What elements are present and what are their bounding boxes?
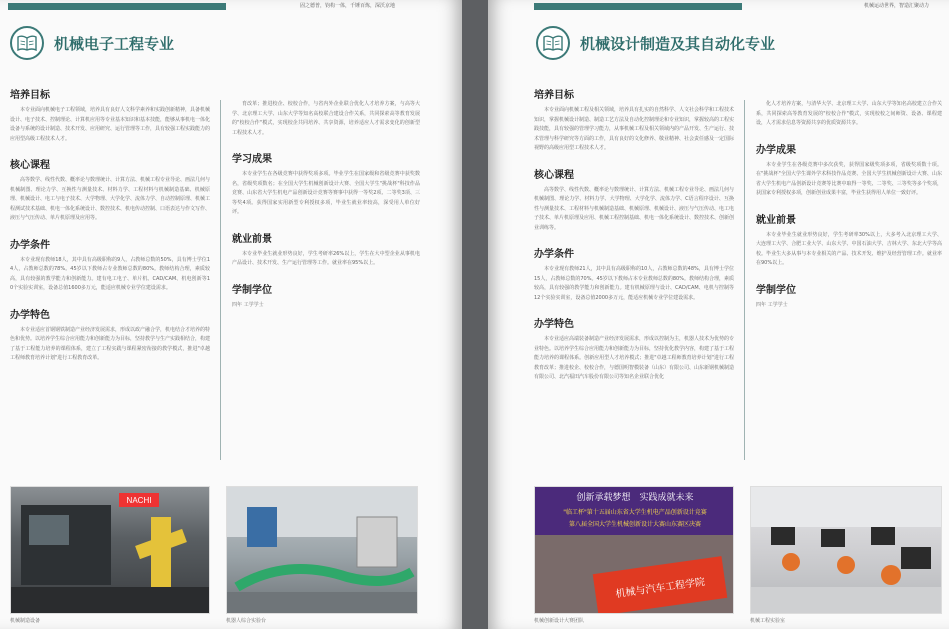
section-text: 本专业毕业生就业形势良好，学生考研率26%以上，学生在大中型企业从事机电产品设计、技术开发、生产运行管理等工作。就业率在95%以上。 [232,250,420,266]
section [10,156,210,224]
page-header-note: 固之德普，钧构一体，千锤百炼，深沃京地 [300,3,396,9]
right-column-b [756,100,942,322]
competition-team-photo [534,486,734,614]
computer-lab-photo [750,486,942,614]
section-text: 本专业现有教师18人，其中具有高级职称的9人，占教师总数的50%，具有博士学位14人，占教师总数的78%。45岁以下教师占专业教师总数的80%。教师结构合理，素质较高，具有较强的教学能力和创新能力。建有电工电子、单片机、CAD/CAM、机电创新等10个实验实训室，设备总值1600多万元，能适应机械专业学位建设需求。 [10,256,210,291]
banner-line-3: 第八届全国大学生机械创新设计大赛山东赛区决赛 [568,521,702,528]
flag-text: 机械与汽车工程学院 [615,576,706,601]
right-page [488,0,949,629]
section-text: 四年 工学学士 [756,301,788,308]
column-divider [220,100,221,460]
section-text: 本专业现有教师21人，其中具有高级职称的10人，占教师总数的48%，具有博士学位15人，占教师总数的70%。45岁以下教师占本专业教师总数的80%。教师结构合理，素质较高，具有较强的教学能力和创新能力。建有机械原理与设计、CAD/CAM、电机与控制等12个实验实训室，设备总值2000多万元，能适应机械专业学位建设需求。 [534,266,734,301]
section-text: 育改革；推进校企、校校合作，与省内外企业联合优化人才培养方案，与高等大学、北京理工大学、山东大学等知名高校联合建设合作关系，共同探索高等教育发展的"校校合作"模式，实现校企共同培养、共享资源，培养适应人才需求变化的创新型工程技术人才。 [232,101,420,136]
machine-tool-photo [10,486,210,614]
book-icon [10,26,44,60]
section-heading: 学制学位 [232,284,272,296]
top-accent-bar [534,3,742,10]
section [232,100,420,138]
column-divider [744,100,745,460]
left-page [0,0,462,629]
section-heading: 培养目标 [534,90,574,101]
section [534,86,734,154]
major-title-row [10,26,174,60]
top-accent-bar [8,3,226,10]
section-text: 本专业适应首钢钢铁制造产业经济发展需求，形成以政产融合学，机电结合才培养的特色和优势。以培养学生综合应用能力和创新能力为目标，坚持教学与生产实践相结合，构建了基于工程能力培养的课程体系，建立了工程实践与课程紧密衔接的教学模式，推进"卓越工程师教育培养计划"进行工程教育改革。 [10,326,211,361]
section-text: 化人才培养方案，与清华大学、北京理工大学、山东大学等知名高校建立合作关系，共同探索高等教育发展的"校校合作"模式，实现校校之间师资、设备、课程建设，人才需求信息等资源共享的优质资源共享。 [756,101,942,126]
banner-line-2: "临工杯"第十五届山东省大学生机电产品创新设计竞赛 [563,509,707,516]
section-heading: 就业前景 [756,214,796,226]
section [232,230,420,269]
section-heading: 核心课程 [10,160,50,171]
section [756,141,942,199]
photo-caption: 机械创新设计大赛团队 [534,618,585,624]
section-heading: 核心课程 [534,169,574,181]
section [10,86,210,144]
section [232,281,420,311]
major-title-row [536,26,775,60]
section [534,245,734,303]
section-heading: 学制学位 [756,284,796,296]
section-heading: 学习成果 [232,154,272,165]
page-header-note: 机械运动世界，智造汇聚动力 [864,3,930,9]
left-column-a [10,86,210,376]
section [10,306,210,364]
page-title: 机械电子工程专业 [54,34,175,53]
section [534,315,734,383]
section-heading: 培养目标 [10,90,50,101]
section-heading: 办学成果 [756,144,796,156]
section-text: 高等数学、线性代数、概率论与数理统计、计算方法、机械工程专业导论、画法几何与机械制图、理论力学、互换性与测量技术、材料力学、工程材料与机械制造基础、机械原理、机械设计、电工与电子技术、大学物理、大学化学、流体力学、自动控制原理、机械工程测试技术基础、机电一体化系统设计、数控技术、机电传动控制、口语表达与作文写作、液压与气压传动、单片机原理及应用等。 [10,177,211,221]
section-text: 高等数学、线性代数、概率论与数理统计、计算方法、机械工程专业导论、画法几何与机械制图、理论力学、材料力学、大学物理、大学化学、流体力学、C语言程序设计、互换性与测量技术、工程材料与机械制造基础、机械原理、机械设计、液压与气压传动、电工电子技术、单片机原理及应用、机械工程控制基础、机电一体化系统设计、数控技术、创新创业训练等。 [534,186,735,231]
section-heading: 办学条件 [10,239,50,251]
section-heading: 办学特色 [10,309,50,321]
section-text: 本专业面向机械电子工程领域，培养具有良好人文科学素养和实践创新精神，具备机械设计、电子技术、控制理论、计算机应用等专业基本知识和基本技能，能够从事机电一体化设备与系统的设计制造、技术开发、应用研究、运行管理等工作，具有较强工程实践能力的应用型高级工程技术人才。 [10,107,211,142]
section-text: 本专业学生在各级竞赛中获得奖项多项。毕业学生在国家级和省级竞赛中获奖数名，省级奖项数名；在全国大学生机械创新设计大赛、全国大学生"挑战杯"科技作品竞赛、山东省大学生机电产品创新设计竞赛等赛事中获得一等奖2项、二等奖3项、三等奖4项。获得国家实用新型专利授权多项，毕业生就业率较高，深受用人单位好评。 [232,171,420,215]
section [232,150,420,218]
book-icon [536,26,570,60]
section-text: 本专业面向机械工程及相关领域，培养具有扎实的自然科学、人文社会科学和工程技术知识，掌握机械设计制造、制造工艺方法及自动化控制理论和专业知识，掌握较高的工程实践技能，具有较强的管理学习能力，从事机械工程及相关领域内的产品开发、生产运行、技术管理与科学研究等方面的工作，具有良好的文化修养、敬业精神、社会责任感及一定国际视野的高级应用型工程技术人才。 [534,107,735,151]
section-text: 本专业毕业生就业形势良好，学生考研率30%以上，大多考入北京理工大学、大连理工大学、合肥工业大学、山东大学、中国石油大学、吉林大学、东北大学等高校。毕业生大多从事与本专业相关的产品、技术开发、维护及经营管理工作。就业率在90%以上。 [756,231,942,266]
section-heading: 办学条件 [534,249,574,260]
section [756,281,942,311]
conveyor-lab-photo [226,486,418,614]
nachi-sign: NACHI [126,496,152,505]
photo-caption: 机械制造设备 [10,618,41,624]
section-text: 本专业适应高端装备制造产业经济发展需求，形成以控制为主，机器人技术为优势的专业特色。以培养学生综合应用能力和创新能力为目标，坚持优化教学内容，构建了基于工程能力培养的课程体系。创新应用型人才培养模式；推进"卓越工程师教育培养计划"进行工程教育改革；推进校企、校校合作，与德国明智模装备（山东）有限公司、山东新钢机械制造有限公司、北汽福田汽车股份有限公司等知名企业联合优化 [534,336,735,380]
section [756,100,942,129]
left-column-b [232,100,420,322]
section [534,166,734,234]
section-heading: 办学特色 [534,319,574,330]
section-text: 四年 工学学士 [232,301,264,308]
section-text: 本专业学生在各级竞赛中多次获奖，获得国家级奖项多项，省级奖项数十项。在"挑战杯"全国大学生课外学术科技作品竞赛、全国大学生机械创新设计大赛、山东省大学生机电产品创新设计竞赛等比赛中取得一等奖、二等奖、三等奖等多个奖项，获国家专利授权多项，创新创业成果丰富，毕业生获得用人单位一致好评。 [756,161,942,196]
banner-line-1: 创新承载梦想 实践成就未来 [576,493,694,503]
section-heading: 就业前景 [232,233,272,245]
photo-caption: 机器人综合实验台 [226,618,267,624]
right-column-a [534,86,734,395]
section [756,211,942,269]
photo-caption: 机械工程实验室 [750,618,786,624]
section [10,236,210,294]
page-title: 机械设计制造及其自动化专业 [580,34,776,53]
